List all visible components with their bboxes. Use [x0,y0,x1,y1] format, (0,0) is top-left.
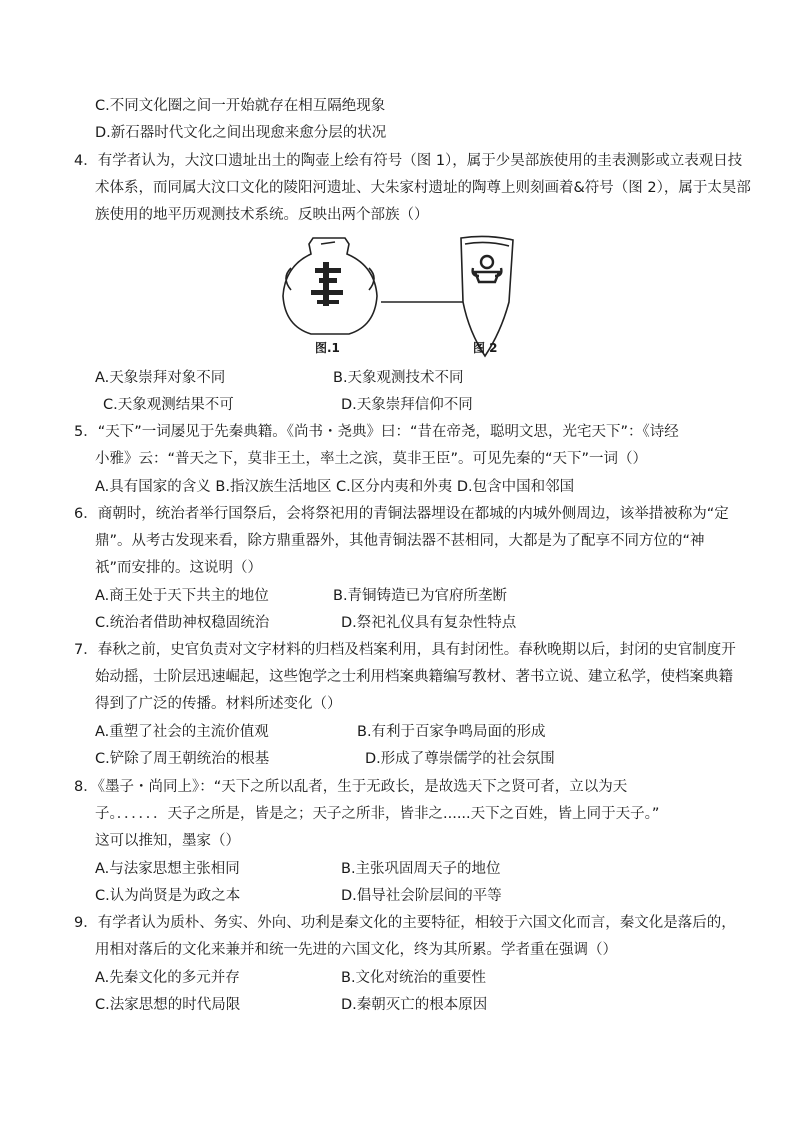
option-c: C.铲除了周王朝统治的根基 [95,751,270,767]
figure-2-label: 图 2 [473,341,498,355]
option-d: D.新石器时代文化之间出现愈来愈分层的状况 [95,125,387,141]
question-stem: 6．商朝时，统治者举行国祭后，会将祭祀用的青铜法器埋设在都城的内城外侧周边，该举措被称为“定 [74,506,729,522]
question-stem: 5．“天下”一词屡见于先秦典籍。《尚书・尧典》曰：“昔在帝尧，聪明文思，光宅天下”：《诗经 [74,424,679,440]
option-d: D.祭祀礼仪具有复杂性特点 [341,615,517,631]
question-stem: 得到了广泛的传播。材料所述变化（） [95,696,342,712]
question-stem: 9．有学者认为质朴、务实、外向、功利是秦文化的主要特征，相较于六国文化而言，秦文化是落后的， [74,915,736,931]
option-a: A.天象崇拜对象不同 [95,370,226,386]
option-c: C.统治者借助神权稳固统治 [95,615,270,631]
figure-1-label: 图.1 [315,341,340,355]
question-stem: 用相对落后的文化来兼并和统一先进的六国文化，终为其所累。学者重在强调（） [95,942,617,958]
option-d: D.倡导社会阶层间的平等 [341,888,502,904]
option-b: B.主张巩固周天子的地位 [341,861,501,877]
option-a: A.先秦文化的多元并存 [95,970,240,986]
option-b: B.文化对统治的重要性 [341,970,487,986]
option-a: A.与法家思想主张相同 [95,861,240,877]
option-a: A.重塑了社会的主流价值观 [95,724,269,740]
option-c: C.认为尚贤是为政之本 [95,888,241,904]
question-stem: 这可以推知，墨家（） [95,833,240,849]
question-stem: 7．春秋之前，史官负责对文字材料的归档及档案利用，具有封闭性。春秋晚期以后，封闭的史官制度开 [74,642,736,658]
option-a: A.商王处于天下共主的地位 [95,588,269,604]
option-b: B.青铜铸造已为官府所垄断 [333,588,508,604]
question-stem: 祇”而安排的。这说明（） [95,560,263,576]
option-c: C.不同文化圈之间一开始就存在相互隔绝现象 [95,98,386,114]
question-stem: 族使用的地平历观测技术系统。反映出两个部族（） [95,207,429,223]
option-d: D.秦朝灭亡的根本原因 [341,997,488,1013]
pottery-figures [277,232,522,360]
question-stem: 子。．．．．．．天子之所是，皆是之；天子之所非，皆非之......天下之百姓，皆上同于天子。” [95,806,660,822]
question-stem: 鼎”。从考古发现来看，除方鼎重器外，其他青铜法器不甚相同，大都是为了配享不同方位的“神 [95,533,705,549]
option-d: D.天象崇拜信仰不同 [341,397,473,413]
option-d: D.形成了尊崇儒学的社会氛围 [365,751,555,767]
option-c: C.天象观测结果不可 [103,397,234,413]
option-b: B.有利于百家争鸣局面的形成 [357,724,546,740]
option-b: B.天象观测技术不同 [333,370,464,386]
question-stem: 术体系，而同属大汶口文化的陵阳河遗址、大朱家村遗址的陶尊上则刻画着&符号（图 2），属于太昊部 [95,180,751,196]
question-stem: 始动摇，士阶层迅速崛起，这些饱学之士利用档案典籍编写教材、著书立说、建立私学，使档案典籍 [95,669,733,685]
options-row: A.具有国家的含义 B.指汉族生活地区 C.区分内夷和外夷 D.包含中国和邻国 [95,479,575,495]
question-stem: 8．《墨子・尚同上》：“天下之所以乱者，生于无政长，是故选天下之贤可者，立以为天 [74,779,628,795]
question-stem: 小雅》云：“普天之下，莫非王土，率土之滨，莫非王臣”。可见先秦的“天下”一词（） [95,451,648,467]
question-stem: 4．有学者认为，大汶口遗址出土的陶壶上绘有符号（图 1），属于少昊部族使用的圭表测影或立表观日技 [74,153,743,169]
option-c: C.法家思想的时代局限 [95,997,241,1013]
